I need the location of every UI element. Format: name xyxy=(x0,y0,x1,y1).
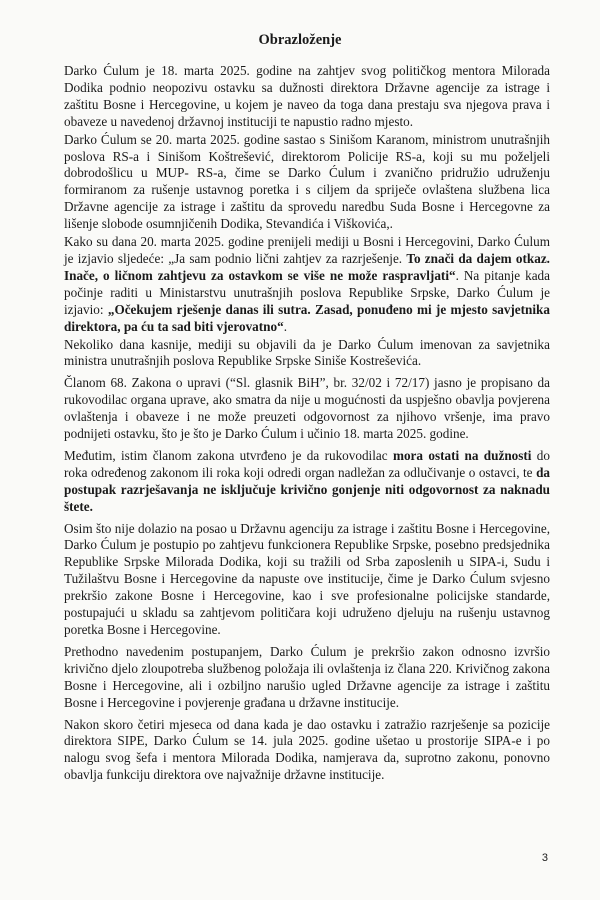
paragraph xyxy=(64,717,550,785)
document-body xyxy=(64,63,550,785)
page-number: 3 xyxy=(541,852,548,864)
text-segment: Osim što nije dolazio na posao u Državnu agenciju za istrage i zaštitu Bosne i Hercegovine, Darko Ćulum je postupio po zahtjevu funkcionera Republike Srpske, posebno predsjednika Republike Srpske Milorada Dodika, koji su tražili od Srba zaposlenih u SIPA-i, Sudu i Tužilaštvu Bosne i Hercegovine da napuste ove institucije, čime je Darko Ćulum svjesno prekršio zakone Bosne i Hercegovine, kao i sve profesionalne policijske standarde, postupajući u skladu sa zahtjevom političara koji udruženo djeluju na rušenju ustavnog poretka Bosne i Hercegovine. xyxy=(64,520,550,637)
text-segment: . Na pitanje kada počinje raditi u Ministarstvu unutrašnjih poslova Republike Srpske, Darko Ćulum je izjavio: xyxy=(64,267,550,317)
text-segment: Prethodno navedenim postupanjem, Darko Ćulum je prekršio zakon odnosno izvršio krivično djelo zloupotreba službenog položaja ili ovlaštenja iz člana 220. Krivičnog zakona Bosne i Hercegovine, ali i ozbiljno narušio ugled Državne agencije za istrage i zaštitu Bosne i Hercegovine i povjerenje građana u državne institucije. xyxy=(64,643,550,710)
text-segment: Nakon skoro četiri mjeseca od dana kada je dao ostavku i zatražio razrješenje sa pozicije direktora SIPE, Darko Ćulum se 14. jula 2025. godine ušetao u prostorije SIPA-e i po nalogu svog šefa i mentora Milorada Dodika, namjerava da, suprotno zakonu, ponovno obavlja funkciju direktora ove najvažnije državne institucije. xyxy=(64,716,550,783)
paragraph xyxy=(64,337,550,371)
text-segment: Darko Ćulum je 18. marta 2025. godine na zahtjev svog političkog mentora Milorada Dodika podnio neopozivu ostavku sa dužnosti direktora Državne agencije za istrage i zaštitu Bosne i Hercegovine, u kojem je naveo da toga dana prestaju sva njegova prava i obaveze u navedenoj državnoj instituciji te napustio radno mjesto. xyxy=(64,63,550,129)
bold-text-segment: da postupak razrješavanja ne isključuje krivično gonjenje niti odgovornost za naknadu štete. xyxy=(64,464,550,514)
paragraph xyxy=(64,63,550,131)
paragraph xyxy=(64,448,550,516)
paragraph xyxy=(64,132,550,233)
bold-text-segment: „Očekujem rješenje danas ili sutra. Zasad, ponuđeno mi je mjesto savjetnika direktora, pa ću ta sad biti vjerovatno“ xyxy=(64,301,550,334)
text-segment: do roka određenog zakonom ili roka koji odredi organ nadležan za odlučivanje o ostavci, te xyxy=(64,447,550,480)
text-segment: Članom 68. Zakona o upravi (“Sl. glasnik BiH”, br. 32/02 i 72/17) jasno je propisano da rukovodilac organa uprave, ako smatra da nije u mogućnosti da uspješno obavlja povjerena ovlaštenja i obaveze i ne može preuzeti odgovornost za njihovo vršenje, ima pravo podnijeti ostavku, što je što je Darko Ćulum i učinio 18. marta 2025. godine. xyxy=(64,375,550,442)
paragraph xyxy=(64,375,550,443)
text-segment: Nekoliko dana kasnije, mediji su objavili da je Darko Ćulum imenovan za savjetnika ministra unutrašnjih poslova Republike Srpske Siniše Kostreševića. xyxy=(64,336,550,369)
text-segment: Darko Ćulum se 20. marta 2025. godine sastao s Sinišom Karanom, ministrom unutrašnjih poslova RS-a i Sinišom Koštrešević, direktorom Policije RS-a, koji su mu poželjeli dobrodošlicu u MUP- RS-a, čime se Darko Ćulum i zvanično pridružio udruženju formiranom za rušenje ustavnog poretka i s ciljem da spriječe ovlaštena službena lica Državne agencije za istrage i zaštitu da sprovedu naredbu Suda Bosne i Hercegovne za lišenje slobode osumnjičenih Dodika, Stevandića i Viškovića,. xyxy=(64,131,550,232)
bold-text-segment: mora ostati na dužnosti xyxy=(392,447,532,463)
paragraph xyxy=(64,234,550,335)
text-segment: Kako su dana 20. marta 2025. godine prenijeli mediji u Bosni i Hercegovini, Darko Ćulum je izjavio sljedeće: „Ja sam podnio lični zahtjev za razrješenje. xyxy=(64,234,550,266)
text-segment: Međutim, istim članom zakona utvrđeno je da rukovodilac xyxy=(64,447,393,463)
document-title: Obrazloženje xyxy=(258,32,342,48)
paragraph xyxy=(64,521,550,639)
bold-text-segment: To znači da dajem otkaz. Inače, o ličnom zahtjevu za ostavkom se više ne može raspravljati“ xyxy=(64,250,550,283)
text-segment: . xyxy=(283,318,287,334)
paragraph xyxy=(64,644,550,712)
